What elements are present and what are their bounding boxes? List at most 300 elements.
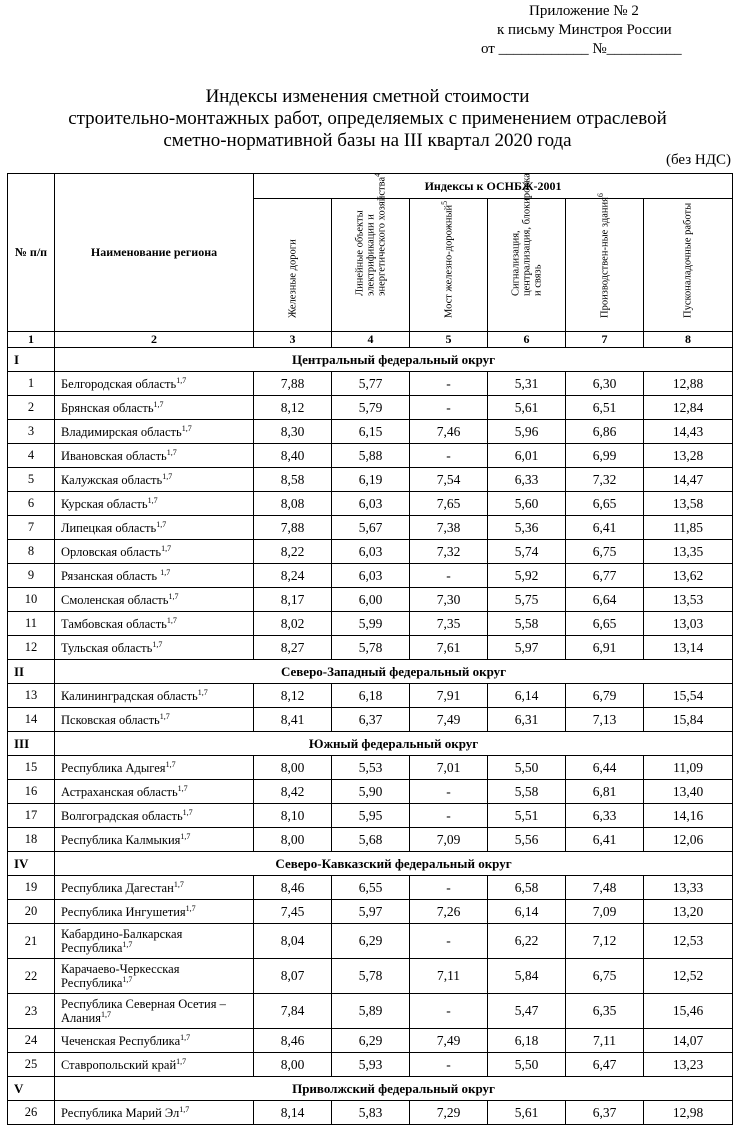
table-row — [8, 1029, 733, 1053]
index-value: 5,75 — [488, 588, 566, 612]
index-value: - — [410, 924, 488, 959]
title-line-2: строительно-монтажных работ, определяемых с применением отраслевой — [68, 108, 667, 129]
district-row — [8, 348, 733, 372]
row-number: 11 — [8, 612, 55, 636]
index-value: 8,00 — [254, 828, 332, 852]
header-col-wrap — [254, 199, 331, 331]
table-row — [8, 1053, 733, 1077]
index-value: 5,47 — [488, 994, 566, 1029]
index-value: 14,07 — [644, 1029, 733, 1053]
table-row — [8, 564, 733, 588]
column-number: 4 — [332, 332, 410, 348]
index-value: 6,79 — [566, 684, 644, 708]
index-value: 5,99 — [332, 612, 410, 636]
region-footnote: 1,7 — [181, 423, 192, 433]
index-value: 6,91 — [566, 636, 644, 660]
region-cell — [55, 468, 254, 492]
header-col-label: Мост железно-дорожный — [443, 204, 454, 318]
index-value: 12,84 — [644, 396, 733, 420]
header-col-text — [354, 168, 387, 296]
region-footnote: 1,7 — [122, 939, 133, 949]
index-value: 5,96 — [488, 420, 566, 444]
index-value: 8,46 — [254, 1029, 332, 1053]
header-region: Наименование региона — [55, 174, 254, 332]
document-title — [0, 86, 735, 152]
region-cell — [55, 492, 254, 516]
region-cell — [55, 780, 254, 804]
index-value: 15,84 — [644, 708, 733, 732]
district-name: Северо-Западный федеральный округ — [55, 660, 733, 684]
index-value: 5,79 — [332, 396, 410, 420]
region-footnote: 1,7 — [159, 711, 170, 721]
region-name: Чеченская Республика — [61, 1033, 181, 1048]
index-value: 13,20 — [644, 900, 733, 924]
region-footnote: 1,7 — [180, 1032, 191, 1042]
index-value: 6,64 — [566, 588, 644, 612]
region-footnote: 1,7 — [147, 495, 158, 505]
region-cell — [55, 420, 254, 444]
row-number: 6 — [8, 492, 55, 516]
table-row — [8, 876, 733, 900]
index-value: 6,03 — [332, 492, 410, 516]
district-number: V — [8, 1077, 55, 1101]
row-number: 25 — [8, 1053, 55, 1077]
index-value: 5,78 — [332, 959, 410, 994]
region-footnote: 1,7 — [122, 974, 133, 984]
region-name: Ивановская область — [61, 448, 167, 463]
region-cell — [55, 684, 254, 708]
index-value: 5,78 — [332, 636, 410, 660]
table-row — [8, 540, 733, 564]
region-name: Республика Марий Эл — [61, 1105, 180, 1120]
region-name: Астраханская область — [61, 784, 178, 799]
index-value: 6,30 — [566, 372, 644, 396]
header-col-wrap — [332, 172, 409, 331]
index-value: 13,33 — [644, 876, 733, 900]
region-footnote: 1,7 — [162, 471, 173, 481]
index-value: 5,97 — [488, 636, 566, 660]
index-value: 8,58 — [254, 468, 332, 492]
region-name: Тульская область — [61, 640, 153, 655]
index-value: 8,40 — [254, 444, 332, 468]
region-footnote: 1,7 — [197, 687, 208, 697]
region-name: Белгородская область — [61, 376, 177, 391]
index-value: 7,54 — [410, 468, 488, 492]
title-line-1: Индексы изменения сметной стоимости — [205, 86, 530, 107]
region-name: Калининградская область — [61, 688, 198, 703]
table-row — [8, 588, 733, 612]
row-number: 22 — [8, 959, 55, 994]
region-cell — [55, 540, 254, 564]
header-col-4 — [332, 172, 410, 332]
region-cell — [55, 924, 254, 959]
region-name: Владимирская область — [61, 424, 182, 439]
table-row — [8, 372, 733, 396]
region-footnote: 1,7 — [173, 879, 184, 889]
index-value: 7,91 — [410, 684, 488, 708]
index-value: 8,42 — [254, 780, 332, 804]
index-value: 5,31 — [488, 372, 566, 396]
index-value: 15,46 — [644, 994, 733, 1029]
index-value: 6,22 — [488, 924, 566, 959]
index-value: 8,22 — [254, 540, 332, 564]
row-number: 16 — [8, 780, 55, 804]
index-value: 6,47 — [566, 1053, 644, 1077]
index-value: 7,09 — [410, 828, 488, 852]
index-value: 5,97 — [332, 900, 410, 924]
region-name: Республика Северная Осетия – Алания — [61, 997, 226, 1025]
district-name: Северо-Кавказский федеральный округ — [55, 852, 733, 876]
region-name: Псковская область — [61, 712, 160, 727]
district-name: Центральный федеральный округ — [55, 348, 733, 372]
index-value: 6,35 — [566, 994, 644, 1029]
region-name: Карачаево-Черкесская Республика — [61, 962, 180, 990]
region-footnote: 1,7 — [166, 615, 177, 625]
region-name: Тамбовская область — [61, 616, 167, 631]
row-number: 1 — [8, 372, 55, 396]
region-cell — [55, 444, 254, 468]
region-name: Кабардино-Балкарская Республика — [61, 927, 183, 955]
table-row — [8, 444, 733, 468]
region-cell — [55, 372, 254, 396]
column-number: 5 — [410, 332, 488, 348]
region-cell — [55, 900, 254, 924]
index-value: 7,45 — [254, 900, 332, 924]
header-col-label: Железные дороги — [287, 239, 298, 318]
table-row — [8, 756, 733, 780]
row-number: 5 — [8, 468, 55, 492]
table-row — [8, 924, 733, 959]
index-value: 7,29 — [410, 1101, 488, 1125]
header-col-footnote: 5 — [439, 200, 449, 205]
row-number: 20 — [8, 900, 55, 924]
header-col-text — [510, 168, 543, 296]
index-value: 5,89 — [332, 994, 410, 1029]
region-name: Брянская область — [61, 400, 154, 415]
index-value: - — [410, 396, 488, 420]
index-value: 6,75 — [566, 540, 644, 564]
index-value: 5,74 — [488, 540, 566, 564]
index-value: 6,65 — [566, 492, 644, 516]
district-row — [8, 732, 733, 756]
region-cell — [55, 636, 254, 660]
index-value: 13,28 — [644, 444, 733, 468]
row-number: 18 — [8, 828, 55, 852]
district-name: Приволжский федеральный округ — [55, 1077, 733, 1101]
index-value: 8,14 — [254, 1101, 332, 1125]
region-name: Липецкая область — [61, 520, 157, 535]
index-value: 6,86 — [566, 420, 644, 444]
district-number: I — [8, 348, 55, 372]
index-value: 8,30 — [254, 420, 332, 444]
header-col-text — [683, 190, 694, 318]
index-value: 13,14 — [644, 636, 733, 660]
index-value: 8,12 — [254, 684, 332, 708]
region-footnote: 1,7 — [179, 1104, 190, 1114]
index-value: 14,47 — [644, 468, 733, 492]
index-value: 5,51 — [488, 804, 566, 828]
index-value: 5,95 — [332, 804, 410, 828]
vat-note: (без НДС) — [665, 152, 731, 168]
region-cell — [55, 804, 254, 828]
index-value: - — [410, 994, 488, 1029]
header-col-label: Сигнализация, централизация, блокировка и связь — [510, 173, 543, 296]
header-col-text — [287, 190, 298, 318]
index-value: 5,61 — [488, 1101, 566, 1125]
row-number: 12 — [8, 636, 55, 660]
region-name: Республика Адыгея — [61, 760, 166, 775]
table-row — [8, 959, 733, 994]
region-name: Орловская область — [61, 544, 162, 559]
index-value: 7,26 — [410, 900, 488, 924]
title-line-3: сметно-нормативной базы на III квартал 2020 года — [163, 130, 572, 151]
index-value: 7,11 — [410, 959, 488, 994]
region-footnote: 1,7 — [156, 519, 167, 529]
index-value: - — [410, 564, 488, 588]
index-value: 6,37 — [332, 708, 410, 732]
region-footnote: 1,7 — [180, 831, 191, 841]
index-value: 8,46 — [254, 876, 332, 900]
index-value: 11,85 — [644, 516, 733, 540]
index-value: 8,24 — [254, 564, 332, 588]
index-value: 7,35 — [410, 612, 488, 636]
region-cell — [55, 959, 254, 994]
index-value: 6,58 — [488, 876, 566, 900]
index-value: 13,40 — [644, 780, 733, 804]
index-value: 8,00 — [254, 1053, 332, 1077]
column-number: 2 — [55, 332, 254, 348]
index-value: 5,92 — [488, 564, 566, 588]
header-col-text — [595, 190, 610, 318]
index-value: 13,62 — [644, 564, 733, 588]
column-number: 1 — [8, 332, 55, 348]
header-col-text — [439, 190, 454, 318]
index-value: 6,51 — [566, 396, 644, 420]
index-value: 5,68 — [332, 828, 410, 852]
index-value: 7,13 — [566, 708, 644, 732]
region-cell — [55, 396, 254, 420]
region-footnote: 1,7 — [152, 639, 163, 649]
index-value: 13,58 — [644, 492, 733, 516]
row-number: 17 — [8, 804, 55, 828]
index-value: 6,18 — [488, 1029, 566, 1053]
header-col-wrap — [566, 193, 643, 331]
index-value: 6,55 — [332, 876, 410, 900]
header-col-label: Пусконаладочные работы — [682, 202, 694, 318]
index-value: 13,03 — [644, 612, 733, 636]
region-footnote: 1,7 — [168, 591, 179, 601]
index-value: - — [410, 804, 488, 828]
region-name: Республика Дагестан — [61, 880, 174, 895]
index-value: - — [410, 876, 488, 900]
index-value: 5,90 — [332, 780, 410, 804]
table-row — [8, 516, 733, 540]
table-row — [8, 492, 733, 516]
index-value: 8,12 — [254, 396, 332, 420]
index-value: 7,11 — [566, 1029, 644, 1053]
index-value: 5,61 — [488, 396, 566, 420]
district-row — [8, 852, 733, 876]
table-row — [8, 636, 733, 660]
index-value: 11,09 — [644, 756, 733, 780]
district-number: II — [8, 660, 55, 684]
index-value: 6,75 — [566, 959, 644, 994]
annex-date-number: от ____________ №__________ — [481, 41, 682, 57]
index-value: 7,38 — [410, 516, 488, 540]
index-value: 7,84 — [254, 994, 332, 1029]
index-value: 8,27 — [254, 636, 332, 660]
index-value: 6,29 — [332, 924, 410, 959]
index-value: 6,33 — [566, 804, 644, 828]
row-number: 24 — [8, 1029, 55, 1053]
region-name: Курская область — [61, 496, 148, 511]
index-value: 7,65 — [410, 492, 488, 516]
annex-title: Приложение № 2 — [529, 3, 639, 19]
header-col-wrap — [410, 199, 487, 331]
index-value: 7,12 — [566, 924, 644, 959]
index-value: 7,46 — [410, 420, 488, 444]
column-number: 8 — [644, 332, 733, 348]
index-value: 5,50 — [488, 1053, 566, 1077]
region-name: Рязанская область — [61, 568, 161, 583]
region-footnote: 1,7 — [185, 903, 196, 913]
index-value: 7,61 — [410, 636, 488, 660]
index-value: 8,04 — [254, 924, 332, 959]
column-number: 3 — [254, 332, 332, 348]
index-value: 12,53 — [644, 924, 733, 959]
table-row — [8, 994, 733, 1029]
region-cell — [55, 1029, 254, 1053]
region-footnote: 1,7 — [176, 375, 187, 385]
index-value: 7,32 — [410, 540, 488, 564]
region-name: Смоленская область — [61, 592, 169, 607]
table-row — [8, 780, 733, 804]
header-num: № п/п — [8, 174, 55, 332]
index-value: 7,49 — [410, 708, 488, 732]
annex-header — [471, 2, 721, 59]
header-col-8 — [644, 199, 733, 332]
index-value: 8,41 — [254, 708, 332, 732]
region-footnote: 1,7 — [177, 783, 188, 793]
index-value: 5,83 — [332, 1101, 410, 1125]
table-row — [8, 708, 733, 732]
row-number: 23 — [8, 994, 55, 1029]
index-value: 14,43 — [644, 420, 733, 444]
district-name: Южный федеральный округ — [55, 732, 733, 756]
row-number: 15 — [8, 756, 55, 780]
index-value: 6,19 — [332, 468, 410, 492]
index-value: 6,41 — [566, 516, 644, 540]
row-number: 21 — [8, 924, 55, 959]
index-value: 5,50 — [488, 756, 566, 780]
region-cell — [55, 828, 254, 852]
index-value: 7,32 — [566, 468, 644, 492]
index-value: - — [410, 1053, 488, 1077]
region-name: Ставропольский край — [61, 1057, 177, 1072]
row-number: 3 — [8, 420, 55, 444]
district-number: IV — [8, 852, 55, 876]
index-value: 12,06 — [644, 828, 733, 852]
index-value: 15,54 — [644, 684, 733, 708]
header-col-label: Производствен-ные здания — [599, 197, 610, 318]
table-row — [8, 828, 733, 852]
index-value: 6,77 — [566, 564, 644, 588]
region-cell — [55, 994, 254, 1029]
index-value: 5,58 — [488, 612, 566, 636]
table-row — [8, 900, 733, 924]
region-cell — [55, 1053, 254, 1077]
index-value: 8,08 — [254, 492, 332, 516]
header-col-footnote: 6 — [595, 193, 605, 198]
region-footnote: 1,7 — [153, 399, 164, 409]
index-value: 7,30 — [410, 588, 488, 612]
row-number: 7 — [8, 516, 55, 540]
column-number: 7 — [566, 332, 644, 348]
region-name: Республика Калмыкия — [61, 832, 181, 847]
index-value: 6,18 — [332, 684, 410, 708]
index-value: 7,88 — [254, 516, 332, 540]
index-value: 7,49 — [410, 1029, 488, 1053]
table-row — [8, 804, 733, 828]
index-value: - — [410, 444, 488, 468]
row-number: 4 — [8, 444, 55, 468]
district-row — [8, 660, 733, 684]
index-value: 6,29 — [332, 1029, 410, 1053]
index-value: 6,81 — [566, 780, 644, 804]
index-table — [7, 173, 733, 1125]
header-col-footnote: 4 — [372, 172, 382, 177]
column-number: 6 — [488, 332, 566, 348]
index-value: - — [410, 372, 488, 396]
index-value: 6,03 — [332, 540, 410, 564]
header-group: Индексы к ОСНБЖ-2001 — [254, 174, 733, 199]
region-cell — [55, 516, 254, 540]
index-value: 6,44 — [566, 756, 644, 780]
index-value: 5,88 — [332, 444, 410, 468]
index-value: 5,58 — [488, 780, 566, 804]
row-number: 10 — [8, 588, 55, 612]
row-number: 14 — [8, 708, 55, 732]
index-value: 12,98 — [644, 1101, 733, 1125]
region-footnote: 1,7 — [165, 759, 176, 769]
region-footnote: 1,7 — [182, 807, 193, 817]
index-value: 6,37 — [566, 1101, 644, 1125]
header-col-5 — [410, 199, 488, 332]
index-value: 14,16 — [644, 804, 733, 828]
region-footnote: 1,7 — [100, 1009, 111, 1019]
index-value: 5,93 — [332, 1053, 410, 1077]
annex-letter: к письму Минстроя России — [497, 22, 672, 38]
region-footnote: 1,7 — [160, 567, 171, 577]
index-value: 6,14 — [488, 684, 566, 708]
index-value: 5,67 — [332, 516, 410, 540]
index-value: 5,56 — [488, 828, 566, 852]
index-value: 6,65 — [566, 612, 644, 636]
header-col-7 — [566, 193, 644, 332]
index-value: 13,53 — [644, 588, 733, 612]
index-value: 6,01 — [488, 444, 566, 468]
header-col-3 — [254, 199, 332, 332]
region-name: Калужская область — [61, 472, 163, 487]
index-value: 5,60 — [488, 492, 566, 516]
index-value: 6,14 — [488, 900, 566, 924]
index-value: 7,48 — [566, 876, 644, 900]
region-cell — [55, 612, 254, 636]
row-number: 8 — [8, 540, 55, 564]
index-value: 6,33 — [488, 468, 566, 492]
table-row — [8, 420, 733, 444]
table-row — [8, 468, 733, 492]
